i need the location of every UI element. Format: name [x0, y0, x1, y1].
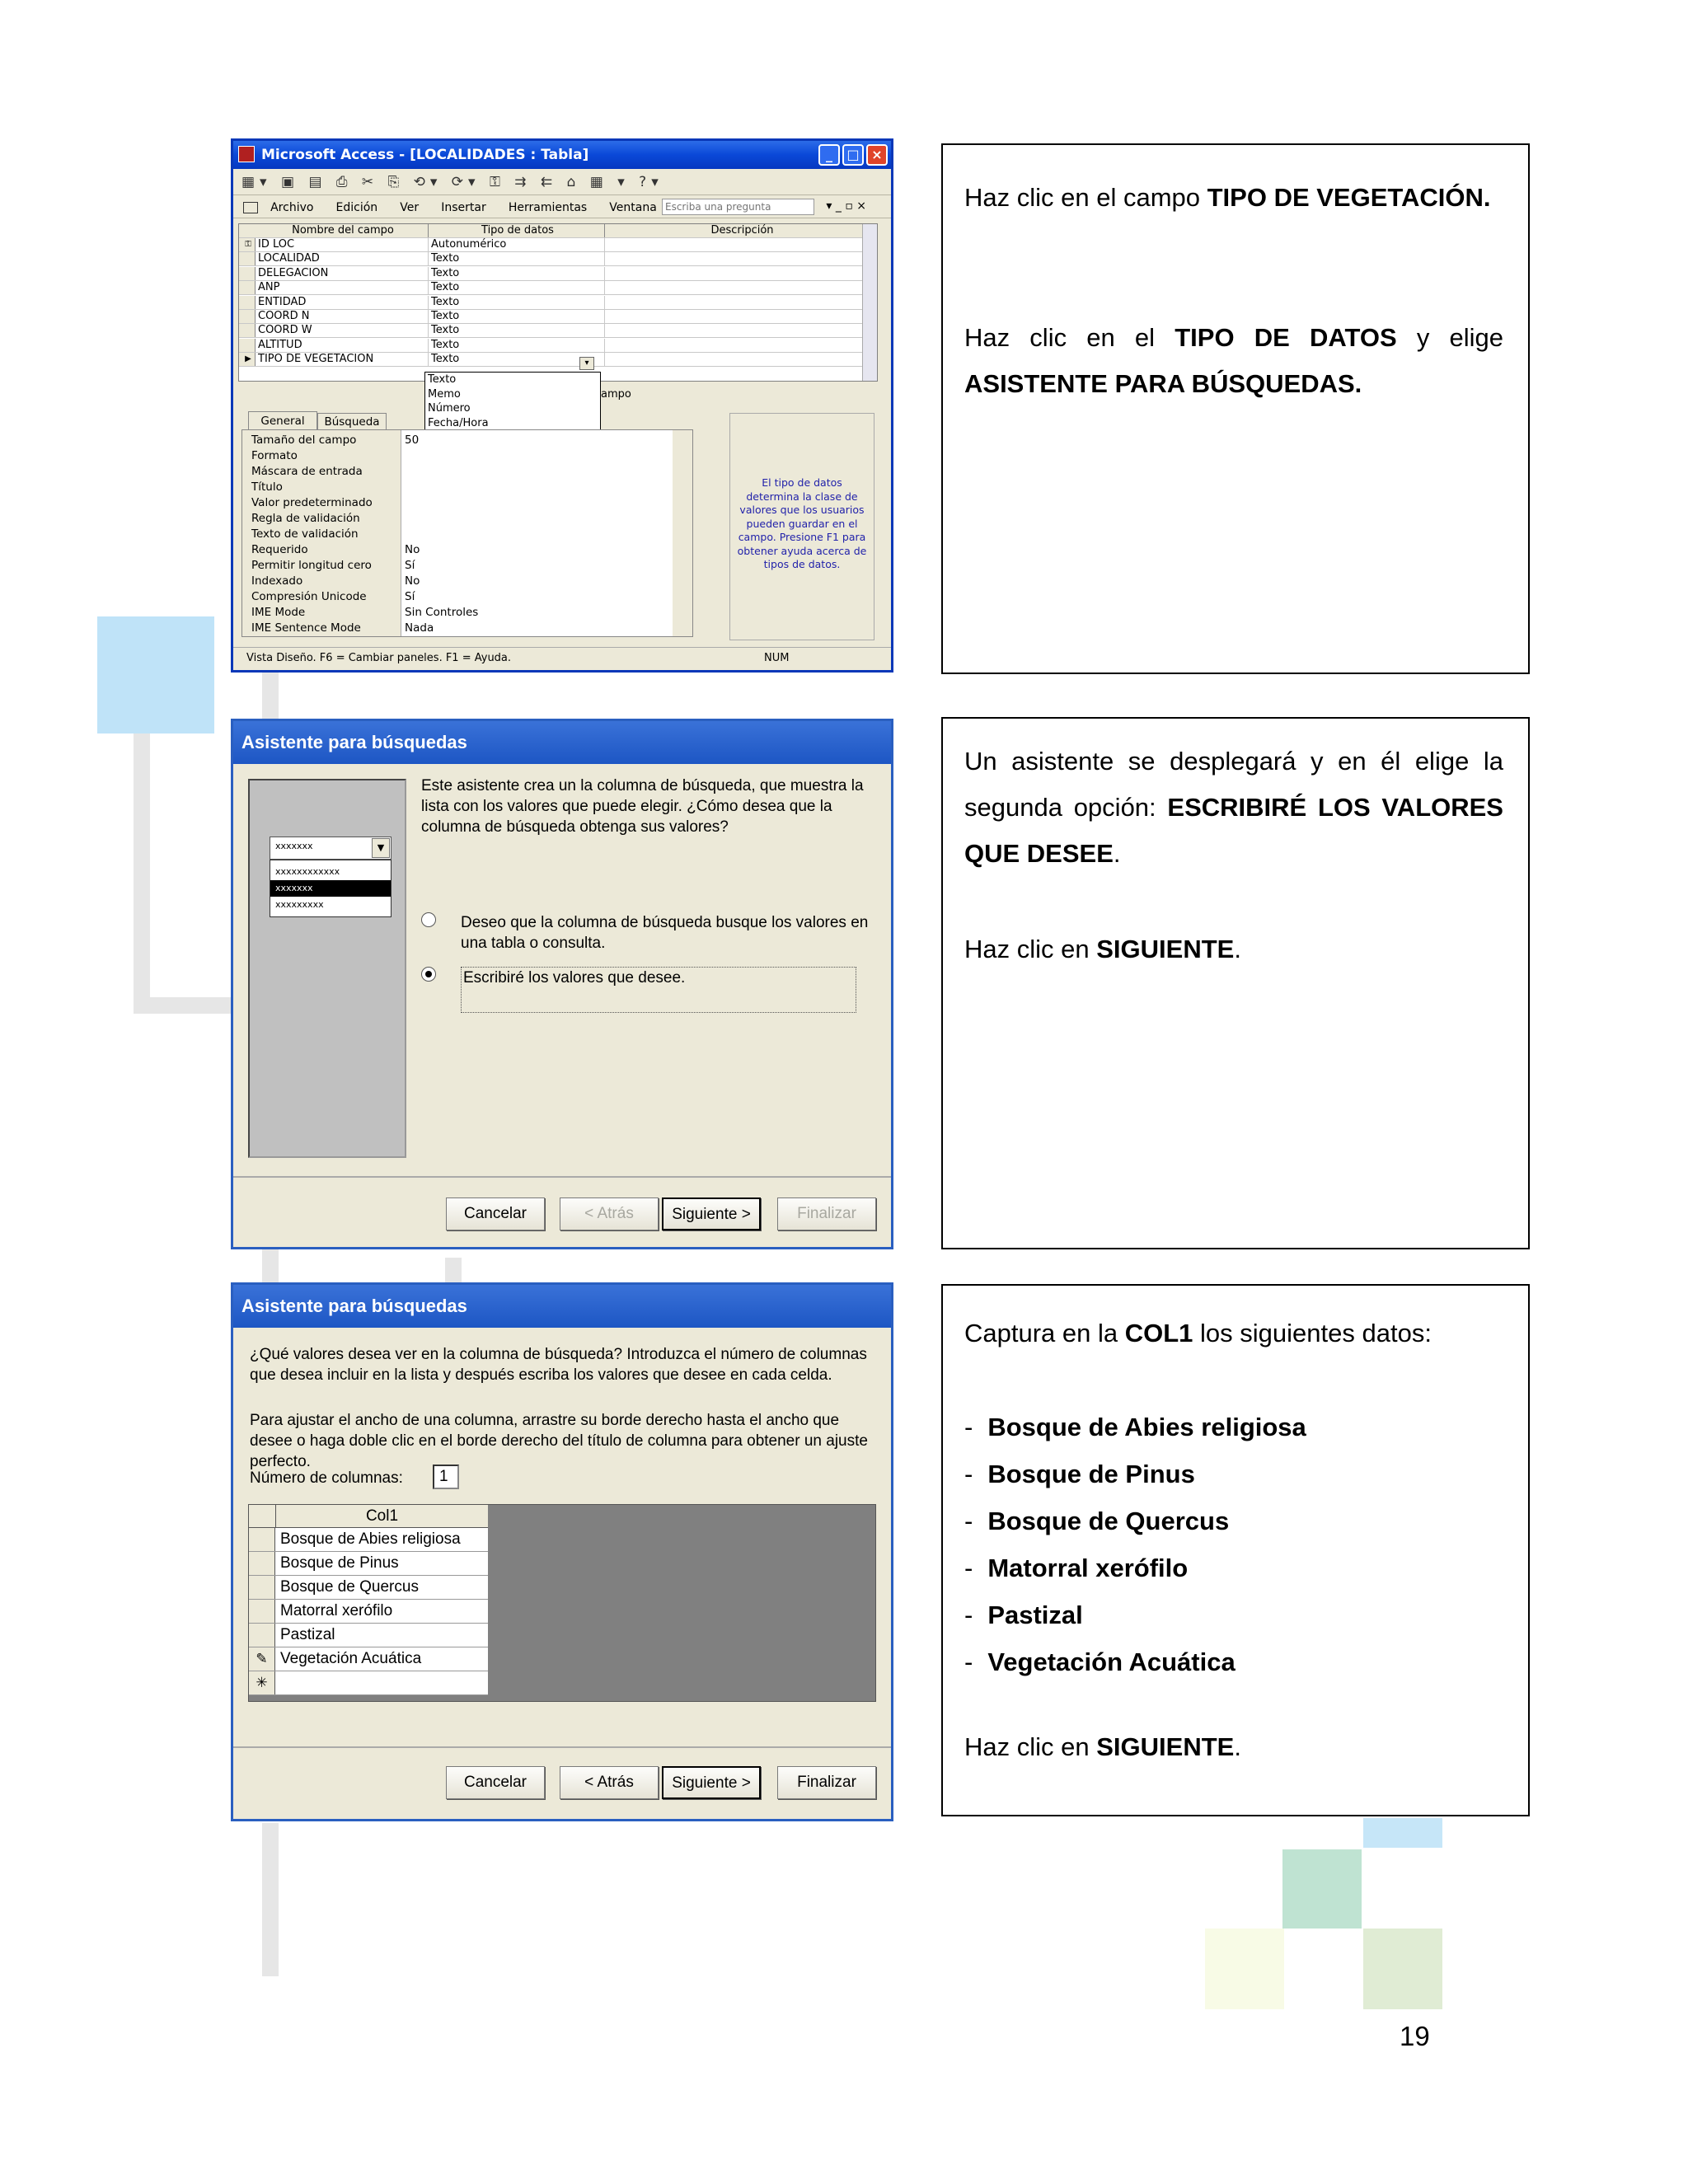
wizard2-para2: Para ajustar el ancho de una columna, arrastre su borde derecho hasta el ancho que desee o haga doble clic en el borde derecho del título de columna para obtener un ajuste perfecto. — [250, 1412, 868, 1470]
header-field-name: Nombre del campo — [256, 224, 429, 237]
field-name[interactable]: ID LOC — [256, 238, 429, 251]
help-text: El tipo de datos determina la clase de valores que los usuarios pueden guardar en el campo. Presione F1 para obtener ayuda acerca de tipos de datos. — [737, 476, 867, 570]
props-fragment: ampo — [601, 388, 631, 401]
wizard1-title: Asistente para búsquedas — [241, 732, 467, 752]
dropdown-item[interactable]: Memo — [428, 387, 461, 401]
menu-herramientas[interactable]: Herramientas — [508, 201, 588, 214]
bullet-dash: - — [964, 1601, 973, 1629]
design-grid-header — [239, 224, 877, 238]
row-selector[interactable] — [239, 296, 256, 309]
value-cell[interactable]: Vegetación Acuática — [280, 1650, 422, 1667]
deco-gray-line-4 — [262, 1823, 279, 1976]
row-selector[interactable] — [239, 267, 256, 280]
deco-gray-line-3 — [445, 1258, 462, 1282]
field-name[interactable]: ANP — [256, 281, 429, 294]
row-selector[interactable] — [239, 281, 256, 294]
design-grid — [238, 223, 878, 382]
grid-scrollbar[interactable] — [862, 224, 877, 381]
field-type[interactable]: Texto — [429, 324, 605, 337]
field-row[interactable] — [239, 296, 877, 310]
tab-busqueda[interactable]: Búsqueda — [317, 413, 387, 429]
wizard2-title: Asistente para búsquedas — [241, 1296, 467, 1316]
wizard2-finish-button[interactable]: Finalizar — [777, 1766, 876, 1799]
ncols-label: Número de columnas: — [250, 1469, 403, 1487]
help-panel — [729, 413, 874, 640]
veg-list-item — [964, 1498, 1229, 1544]
access-title-bar — [233, 141, 891, 169]
deco-green-square — [1282, 1849, 1362, 1929]
radio-option1[interactable] — [421, 912, 436, 927]
option1-label[interactable]: Deseo que la columna de búsqueda busque los valores en una tabla o consulta. — [461, 914, 869, 952]
value-row[interactable] — [249, 1528, 488, 1552]
menu-edicion[interactable]: Edición — [335, 201, 378, 214]
box3-para1: Captura en la COL1 los siguientes datos: — [964, 1319, 1432, 1347]
prop-value[interactable]: Sin Controles — [405, 606, 479, 619]
field-type[interactable]: Autonumérico — [429, 238, 605, 251]
bullet-dash: - — [964, 1507, 973, 1535]
box2-para2: Haz clic en SIGUIENTE. — [964, 935, 1241, 963]
row-selector — [249, 1552, 275, 1575]
field-row[interactable] — [239, 238, 877, 252]
prop-label: Regla de validación — [251, 512, 360, 525]
value-cell[interactable]: Bosque de Pinus — [280, 1554, 399, 1572]
bullet-dash: - — [964, 1413, 973, 1441]
field-type[interactable]: Texto — [429, 252, 605, 265]
wizard2-window — [231, 1282, 893, 1821]
veg-list-text: Matorral xerófilo — [987, 1554, 1189, 1582]
veg-list-text: Bosque de Pinus — [987, 1460, 1195, 1488]
bullet-dash: - — [964, 1460, 973, 1488]
prop-value[interactable]: Sí — [405, 590, 415, 603]
field-name[interactable]: DELEGACIÓN — [256, 267, 429, 280]
value-cell[interactable]: Matorral xerófilo — [280, 1602, 393, 1619]
prop-value[interactable]: Sí — [405, 559, 415, 572]
box1-para2: Haz clic en el TIPO DE DATOS y elige ASISTENTE PARA BÚSQUEDAS. — [964, 323, 1503, 398]
header-description: Descripción — [710, 224, 774, 237]
prop-value[interactable]: Nada — [405, 621, 434, 635]
field-name[interactable]: COORD N — [256, 310, 429, 323]
toolbar-icons[interactable]: ▦▾ ▣ ▤ ⎙ ✂ ⎘ ⟲▾ ⟳▾ ⚿ ⇉ ⇇ ⌂ ▦ ▾ ?▾ — [241, 174, 663, 190]
deco-blue-square — [97, 616, 214, 733]
box1-para1: Haz clic en el campo TIPO DE VEGETACIÓN. — [964, 183, 1491, 212]
toolbar — [233, 169, 891, 195]
row-selector — [249, 1624, 275, 1647]
prop-label: Permitir longitud cero — [251, 559, 372, 572]
values-grid-header — [249, 1505, 488, 1528]
col1-header: Col1 — [275, 1505, 488, 1528]
radio-option2-selected[interactable] — [421, 967, 436, 982]
wizard2-separator — [233, 1746, 891, 1748]
maximize-button[interactable]: □ — [842, 144, 864, 166]
value-cell[interactable]: Bosque de Abies religiosa — [280, 1530, 461, 1548]
value-row[interactable] — [249, 1576, 488, 1600]
dropdown-item[interactable]: Fecha/Hora — [428, 416, 489, 429]
wizard1-back-button[interactable]: < Atrás — [560, 1197, 659, 1230]
sample-list — [270, 860, 392, 917]
prop-label: Formato — [251, 449, 298, 462]
prop-label: Texto de validación — [251, 527, 359, 541]
instruction-box-1 — [941, 143, 1530, 674]
dropdown-item[interactable]: Texto — [428, 373, 457, 386]
box2-para1: Un asistente se desplegará y en él elige la segunda opción: ESCRIBIRÉ LOS VALORES QUE DESEE. — [964, 747, 1503, 868]
field-row[interactable] — [239, 252, 877, 266]
row-selector[interactable]: ⚿ — [239, 238, 256, 251]
menu-bar — [233, 195, 891, 218]
wizard1-cancel-button[interactable]: Cancelar — [446, 1197, 545, 1230]
prop-label: Requerido — [251, 543, 308, 556]
value-row[interactable] — [249, 1647, 488, 1671]
row-selector — [249, 1576, 275, 1599]
row-selector — [249, 1528, 275, 1551]
wizard1-separator — [233, 1176, 891, 1178]
dropdown-item[interactable]: Número — [428, 402, 471, 415]
value-row[interactable] — [249, 1624, 488, 1647]
deco-gray-line-2 — [262, 1249, 279, 1282]
veg-list-item — [964, 1592, 1083, 1638]
row-selector[interactable] — [239, 324, 256, 337]
value-row[interactable] — [249, 1600, 488, 1624]
wizard1-finish-button[interactable]: Finalizar — [777, 1197, 876, 1230]
bullet-dash: - — [964, 1647, 973, 1676]
sample-item: xxxxxxxxx — [275, 899, 324, 910]
instruction-box-3 — [941, 1284, 1530, 1816]
prop-value[interactable]: No — [405, 543, 420, 556]
deco-gray-bracket-vertical — [134, 733, 150, 1014]
access-app-icon — [238, 146, 255, 162]
prop-label: Compresión Unicode — [251, 590, 367, 603]
menu-insertar[interactable]: Insertar — [441, 201, 486, 214]
row-selector — [249, 1600, 275, 1623]
field-row[interactable] — [239, 339, 877, 353]
new-value-row[interactable] — [249, 1671, 488, 1695]
value-row[interactable] — [249, 1552, 488, 1576]
deco-gray-bracket-horizontal — [134, 997, 232, 1014]
field-type[interactable]: Texto — [429, 353, 605, 366]
tab-general[interactable]: General — [248, 411, 317, 429]
status-text: Vista Diseño. F6 = Cambiar paneles. F1 = Ayuda. — [246, 652, 512, 664]
wizard2-title-bar — [233, 1285, 891, 1328]
prop-value[interactable]: No — [405, 574, 420, 588]
value-cell[interactable]: Pastizal — [280, 1626, 335, 1643]
page-number: 19 — [1400, 2021, 1430, 2051]
deco-cream-square — [1205, 1929, 1284, 2009]
veg-list-item — [964, 1545, 1188, 1591]
veg-list-item — [964, 1451, 1195, 1497]
field-name[interactable]: ENTIDAD — [256, 296, 429, 309]
field-row[interactable] — [239, 310, 877, 324]
prop-label: IME Mode — [251, 606, 306, 619]
chevron-down-icon: ▼ — [372, 838, 390, 858]
prop-label: Máscara de entrada — [251, 465, 363, 478]
wizard2-para1: ¿Qué valores desea ver en la columna de búsqueda? Introduzca el número de columnas que desea incluir en la lista y después escriba los valores que desee en cada celda. — [250, 1346, 867, 1384]
menu-archivo[interactable]: Archivo — [270, 201, 314, 214]
prop-label: Indexado — [251, 574, 303, 588]
field-type[interactable]: Texto — [429, 310, 605, 323]
field-type[interactable]: Texto — [429, 296, 605, 309]
row-selector[interactable] — [239, 252, 256, 265]
wizard1-title-bar — [233, 721, 891, 764]
access-title: Microsoft Access - [LOCALIDADES : Tabla] — [261, 147, 589, 163]
sample-combo-text: xxxxxxx — [275, 841, 313, 851]
wizard2-back-button[interactable]: < Atrás — [560, 1766, 659, 1799]
pencil-icon: ✎ — [249, 1647, 275, 1671]
veg-list-text: Vegetación Acuática — [987, 1647, 1236, 1676]
box3-para2: Haz clic en SIGUIENTE. — [964, 1732, 1241, 1761]
field-row[interactable] — [239, 281, 877, 295]
field-row[interactable] — [239, 353, 877, 367]
veg-list-item — [964, 1639, 1236, 1685]
wizard2-next-button[interactable]: Siguiente > — [662, 1766, 761, 1799]
row-selector[interactable] — [239, 339, 256, 352]
field-name[interactable]: TIPO DE VEGETACIÓN — [256, 353, 429, 366]
option2-label[interactable]: Escribiré los valores que desee. — [461, 967, 856, 1013]
veg-list-text: Bosque de Abies religiosa — [987, 1413, 1306, 1441]
prop-label: Título — [251, 480, 283, 494]
ask-question-input[interactable] — [662, 199, 814, 215]
wizard2-cancel-button[interactable]: Cancelar — [446, 1766, 545, 1799]
veg-list-item — [964, 1404, 1306, 1451]
status-bar — [233, 647, 891, 670]
deco-lightblue-bar — [1363, 1818, 1442, 1848]
field-name[interactable]: COORD W — [256, 324, 429, 337]
bullet-dash: - — [964, 1554, 973, 1582]
radio-dot — [425, 971, 432, 977]
props-list — [251, 433, 680, 639]
prop-label: Valor predeterminado — [251, 496, 373, 509]
deco-lightgreen-square — [1363, 1929, 1442, 2009]
asterisk-icon: ✳ — [249, 1671, 275, 1694]
prop-value[interactable]: 50 — [405, 434, 420, 447]
instruction-box-2 — [941, 717, 1530, 1249]
close-button[interactable]: × — [866, 144, 888, 166]
ncols-input[interactable]: 1 — [433, 1465, 459, 1489]
value-cell[interactable]: Bosque de Quercus — [280, 1578, 419, 1596]
field-type[interactable]: Texto — [429, 281, 605, 294]
wizard1-next-button[interactable]: Siguiente > — [662, 1197, 761, 1230]
menu-window-icon — [243, 202, 258, 213]
deco-gray-line-1 — [262, 673, 279, 722]
prop-label: IME Sentence Mode — [251, 621, 361, 635]
header-data-type: Tipo de datos — [429, 224, 605, 237]
menu-ver[interactable]: Ver — [400, 201, 420, 214]
mdi-controls[interactable]: ▾ _ ▫ × — [826, 199, 866, 213]
field-type[interactable]: Texto — [429, 267, 605, 280]
menu-ventana[interactable]: Ventana — [609, 201, 657, 214]
sample-combo[interactable] — [270, 837, 392, 860]
field-name[interactable]: ALTITUD — [256, 339, 429, 352]
minimize-button[interactable]: _ — [818, 144, 840, 166]
values-grid — [248, 1504, 876, 1702]
row-selector[interactable]: ▶ — [239, 353, 256, 366]
field-type[interactable]: Texto — [429, 339, 605, 352]
prop-label: Tamaño del campo — [251, 434, 357, 447]
wizard1-intro: Este asistente crea un la columna de búsqueda, que muestra la lista con los valores que puede elegir. ¿Cómo desea que la columna de búsqueda obtenga sus valores? — [421, 777, 864, 836]
access-window — [231, 138, 893, 673]
sample-item: xxxxxxxxxxxx — [275, 866, 340, 877]
row-selector[interactable] — [239, 310, 256, 323]
dropdown-arrow[interactable]: ▾ — [579, 357, 594, 370]
veg-list-text: Bosque de Quercus — [987, 1507, 1230, 1535]
field-name[interactable]: LOCALIDAD — [256, 252, 429, 265]
sample-item-selected: xxxxxxx — [270, 880, 391, 897]
wizard1-preview-panel — [248, 779, 406, 1158]
field-row[interactable] — [239, 267, 877, 281]
field-row[interactable] — [239, 324, 877, 338]
wizard1-window — [231, 719, 893, 1249]
veg-list-text: Pastizal — [987, 1601, 1083, 1629]
status-num: NUM — [764, 652, 790, 664]
